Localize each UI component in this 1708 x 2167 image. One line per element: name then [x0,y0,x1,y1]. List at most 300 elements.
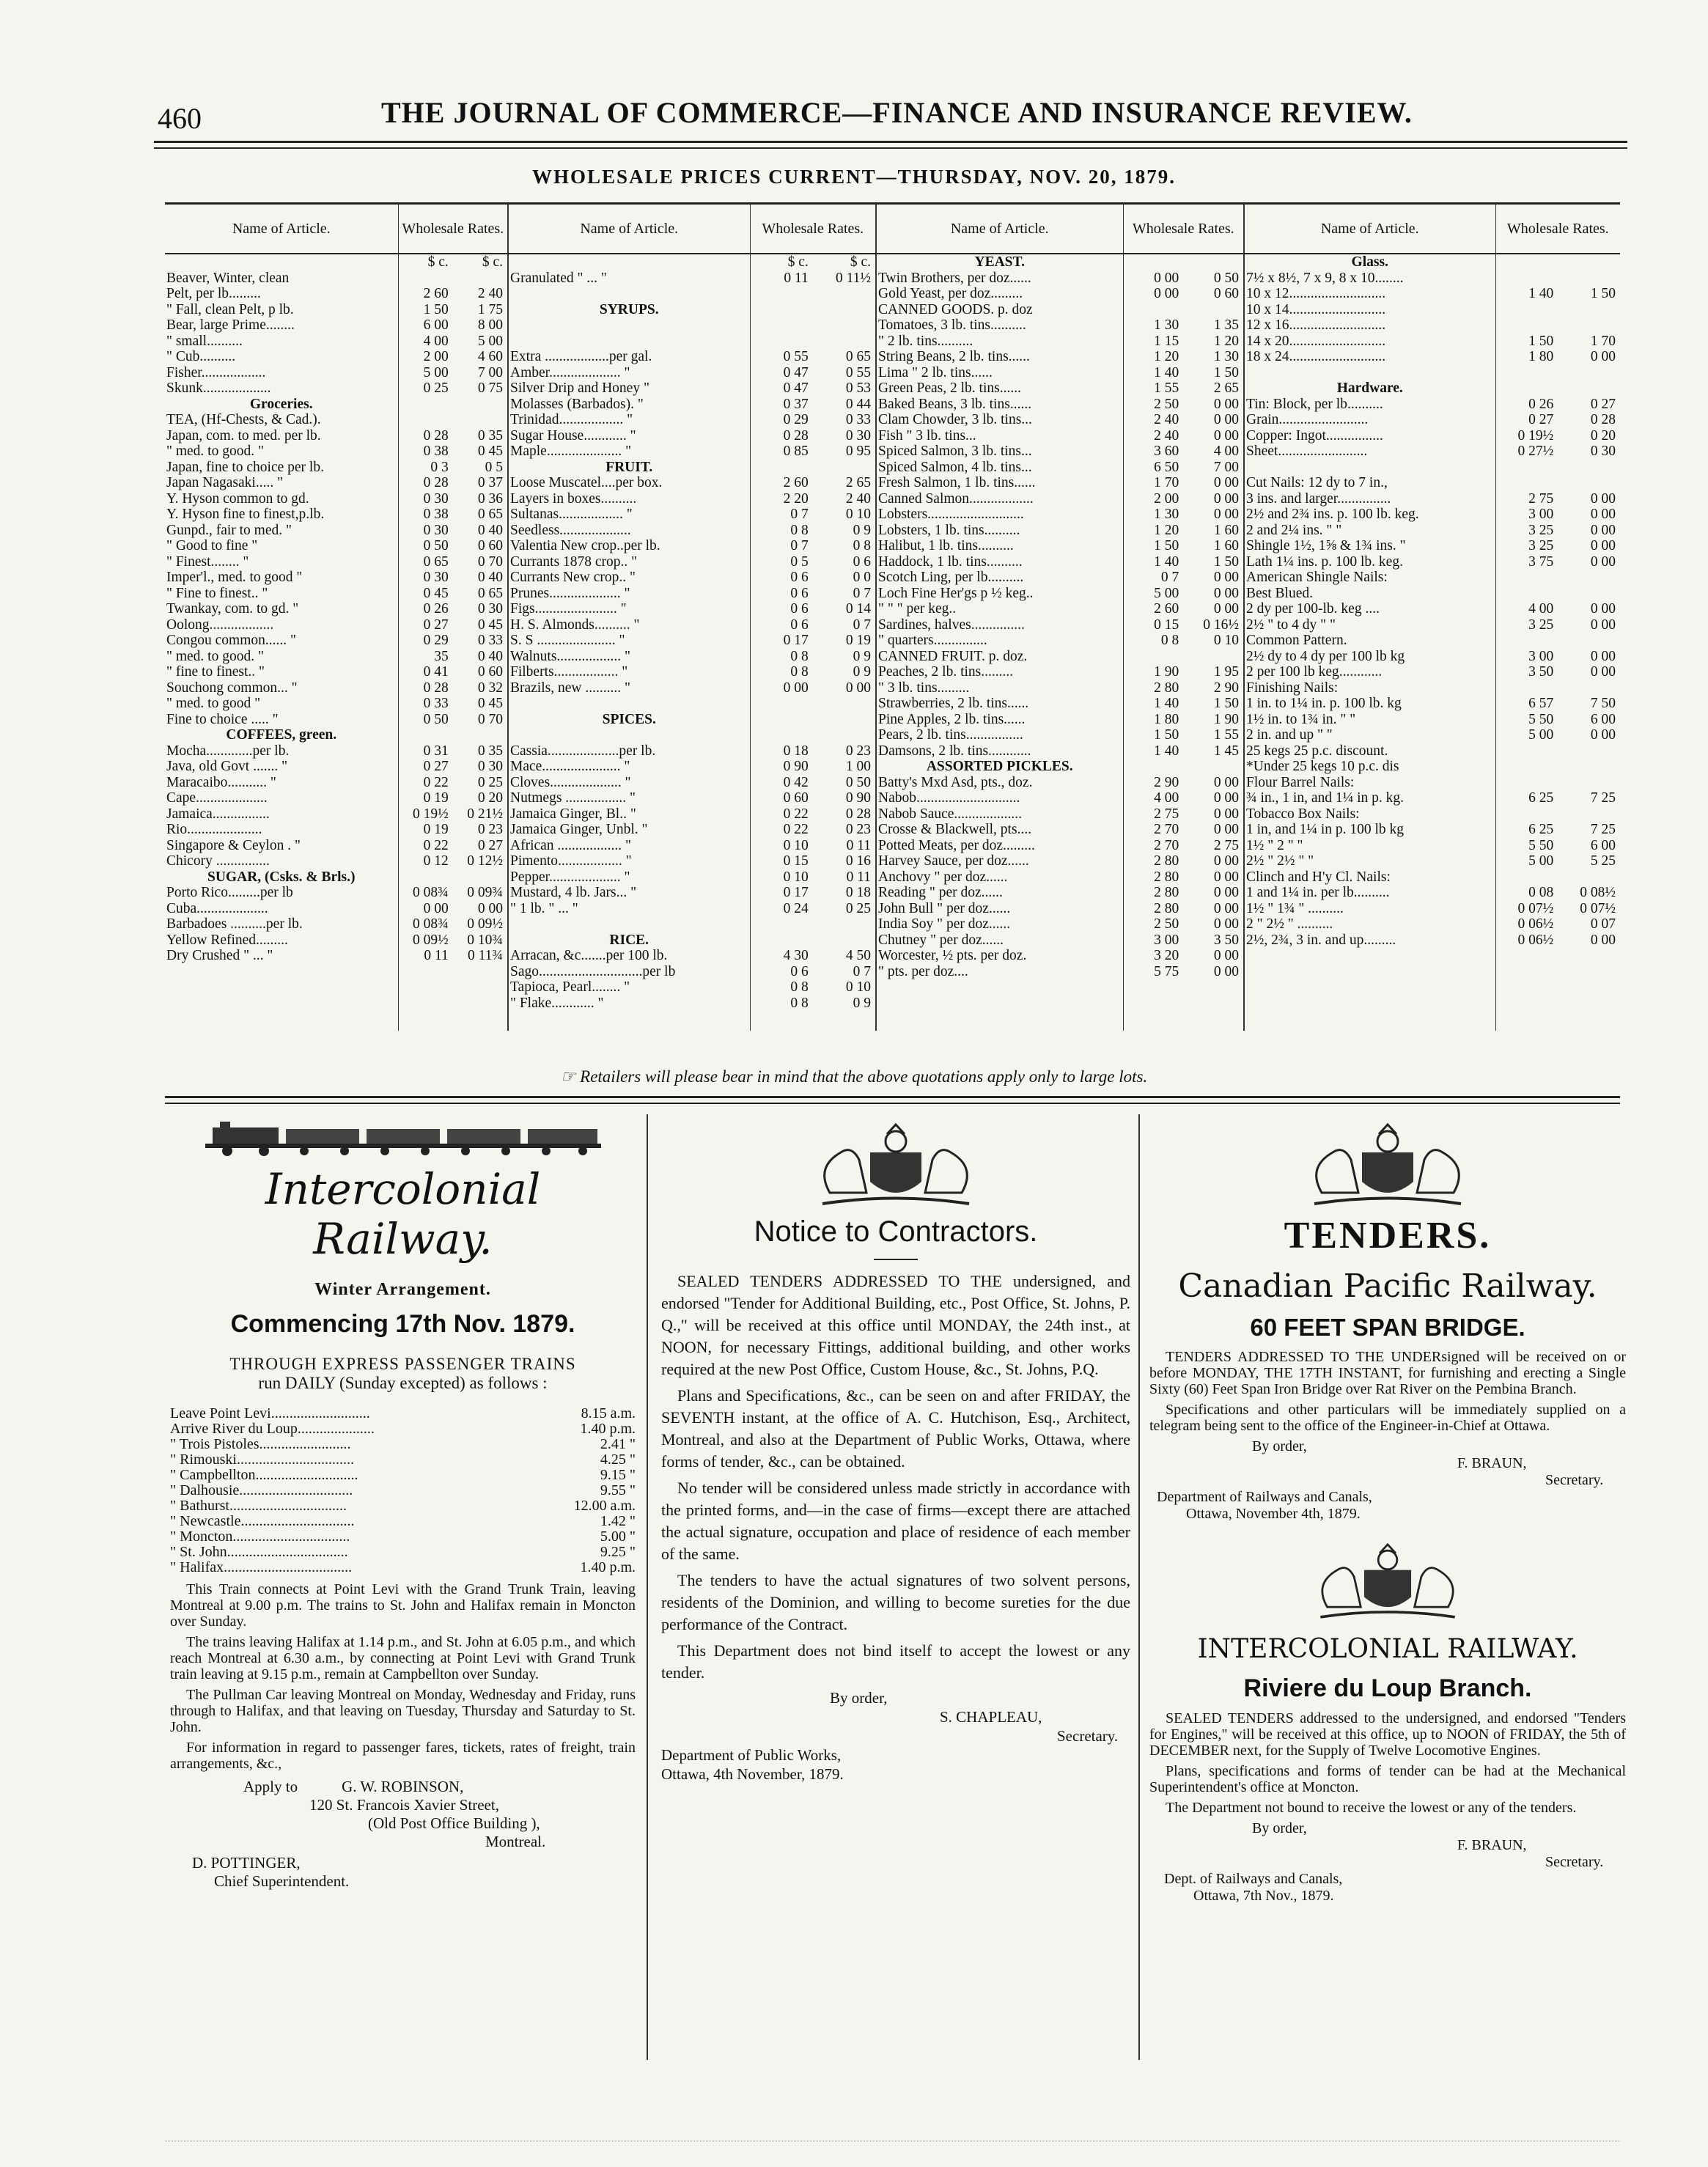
article-name: Valentia New crop..per lb. [510,538,660,553]
price-row-name [165,743,398,759]
rate-high: 0 10 [845,979,871,995]
price-row-rates [1124,822,1244,838]
rate-high: 0 8 [853,538,871,553]
rate-low: $ c. [787,254,809,270]
rate-high: 4 00 [1213,444,1239,459]
rate-high: 3 50 [1213,932,1239,948]
price-row-rates [1496,397,1621,413]
rate-low [1124,649,1184,665]
agent-name: G. W. ROBINSON, [342,1778,464,1795]
price-row-rates [1124,806,1244,823]
article-name: Porto Rico.........per lb [166,885,293,900]
rate-high [1558,743,1620,759]
rate-high: 0 00 [477,900,503,916]
price-row-rates [751,349,876,365]
rate-high: 0 65 [477,507,503,522]
price-row-rates [1496,664,1621,680]
railway-subtitle: Winter Arrangement. [314,1280,491,1299]
article-name: Clinch and H'y Cl. Nails: [1246,869,1391,885]
price-row-rates [1496,302,1621,318]
price-row-rates [1496,586,1621,602]
article-name: Singapore & Ceylon . " [166,837,301,853]
price-row-rates [1124,491,1244,507]
price-section-heading: SYRUPS. [599,301,659,317]
article-name: Clam Chowder, 3 lb. tins... [878,412,1032,427]
rate-low: 0 30 [423,522,449,538]
price-row-name [509,444,750,460]
timetable-row [170,1545,636,1560]
timetable-row [170,1437,636,1452]
departure-time: 9.25 " [600,1544,636,1560]
rate-low [751,916,813,932]
rate-high [1558,806,1620,823]
agent-address-2: (Old Post Office Building ), [368,1814,540,1832]
rate-high: 0 00 [1590,522,1616,538]
price-row-name [509,948,750,964]
rate-high: 0 25 [477,774,503,790]
price-row-rates [751,507,876,523]
rate-high: 2 40 [477,286,503,301]
apply-to-label: Apply to [243,1778,298,1795]
article-name: Loch Fine Her'gs p ½ keg.. [878,585,1034,601]
price-row-rates [751,916,876,932]
article-name: Nutmegs ................. " [510,790,636,806]
article-name: 14 x 20........................... [1246,333,1386,349]
article-name: ¾ in., 1 in, and 1¼ in p. kg. [1246,790,1405,806]
article-name: Loose Muscatel....per box. [510,475,663,490]
price-row-rates [751,475,876,491]
article-name: Worcester, ½ pts. per doz. [878,948,1027,963]
price-row-rates [751,743,876,759]
rate-low: 0 50 [423,711,449,727]
article-name: " Finest........ " [166,553,249,570]
price-row-rates [1496,412,1621,428]
price-row-name [509,885,750,901]
price-row-name [877,507,1123,523]
price-row-rates [399,570,508,586]
price-section-heading: SPICES. [602,711,656,727]
article-name: H. S. Almonds.......... " [510,617,640,633]
price-row-name [877,444,1123,460]
rate-low: 0 8 [790,522,809,538]
article-name [509,334,750,350]
rate-low: 5 75 [1154,963,1179,979]
rate-high [813,916,875,932]
price-row-rates [1496,727,1621,743]
price-row-name [165,412,398,428]
intercolonial-subtitle: Riviere du Loup Branch. [1243,1674,1532,1702]
article-name: India Soy " per doz...... [878,916,1011,932]
rate-low: 0 6 [790,617,809,633]
price-row-rates [399,948,508,964]
rate-low: 0 08 [1528,885,1554,900]
railway-commencing: Commencing 17th Nov. 1879. [230,1310,575,1338]
article-name: Seedless.................... [510,522,631,538]
rate-low: 2 60 [783,475,809,490]
rate-high: 5 00 [477,333,503,349]
article-name: Crosse & Blackwell, pts.... [878,822,1032,837]
station-name: Leave Point Levi........................... [170,1406,370,1421]
price-row-rates [399,759,508,775]
price-row-rates [399,586,508,602]
rate-high: 0 23 [845,743,871,759]
rate-low [751,696,813,712]
article-name: Sultanas.................. " [510,507,633,522]
rate-low: 0 00 [1154,270,1179,286]
price-row-name [165,901,398,917]
price-row-rates [399,712,508,728]
article-name: 1½ " 1¾ " .......... [1246,900,1344,916]
article-name: CANNED FRUIT. p. doz. [878,648,1028,664]
price-row-name [165,838,398,854]
rate-low: 0 17 [783,633,809,648]
rate-low [399,412,453,428]
article-name: Lath 1¼ ins. p. 100 lb. keg. [1246,553,1403,570]
price-row-rates [1124,601,1244,617]
rate-high: 1 70 [1590,333,1616,349]
price-row-rates [399,523,508,539]
rate-low: 0 19½ [413,806,449,822]
price-row-name [509,727,750,743]
rate-high: 0 30 [1590,444,1616,459]
rate-high: 0 28 [1590,412,1616,427]
intercolonial-p3: The Department not bound to receive the lowest or any of the tenders. [1166,1800,1577,1816]
rate-high [1558,633,1620,649]
article-name: Jamaica................ [166,806,270,822]
article-name: Prunes.................... " [510,585,630,601]
rate-low: 0 55 [783,349,809,364]
rate-low [751,317,813,334]
rate-low: 0 27 [423,759,449,774]
rate-high: 2 40 [845,490,871,507]
rate-low: 0 38 [423,507,449,522]
price-row-rates [1124,570,1244,586]
rate-high: 1 20 [1213,333,1239,349]
price-row-rates [1124,964,1244,980]
article-name: Filberts.................. " [510,664,628,680]
journal-title: THE JOURNAL OF COMMERCE—FINANCE AND INSURANCE REVIEW. [381,96,1413,129]
timetable-row [170,1514,636,1529]
rate-low: 0 26 [1528,396,1554,412]
article-name: 2 and 2¼ ins. " " [1246,522,1342,538]
rate-high: 0 9 [853,522,871,538]
rate-low: 0 8 [1160,633,1179,648]
article-name: Fisher.................. [166,364,266,380]
price-row-name [509,491,750,507]
tenders-p2: Specifications and other particulars will be immediately supplied on a telegram being sent to the office of the Engineer-in-Chief at Ottawa. [1149,1402,1626,1434]
railway-ad [170,1122,636,1891]
rate-low: 0 45 [423,585,449,601]
price-row-rates [399,822,508,838]
price-row-rates [1124,538,1244,554]
article-name: 1 and 1¼ in. per lb.......... [1246,885,1390,900]
rate-low: 0 26 [423,601,449,617]
price-row-name [509,806,750,823]
price-row-rates [1124,586,1244,602]
price-row-rates [1496,775,1621,791]
rate-low [1496,869,1558,886]
price-row-rates [1496,428,1621,444]
rate-high: 0 00 [1213,900,1239,916]
rate-high: 0 00 [1213,869,1239,885]
article-name: Brazils, new .......... " [510,680,630,696]
rate-high: 0 00 [1590,727,1616,743]
price-row-name [1245,885,1495,901]
price-row-rates [751,996,876,1012]
price-row-rates [1124,286,1244,302]
price-row-name [1245,901,1495,917]
rate-low: 0 07½ [1517,900,1554,916]
price-row-rates [1496,869,1621,886]
rate-low: 0 00 [1154,286,1179,301]
price-row-rates [399,916,508,932]
rate-low: 4 30 [783,948,809,963]
rate-high: 0 6 [853,553,871,570]
price-row-name [509,428,750,444]
rate-high: 2 90 [1213,680,1239,696]
rate-high: 0 11 [846,869,871,885]
article-name: Copper: Ingot................ [1246,427,1383,444]
price-row-rates [1124,759,1244,775]
railway-signatory: D. POTTINGER, [192,1854,301,1872]
tenders-ad [1149,1123,1626,1905]
notice-signatory: S. CHAPLEAU, [940,1708,1042,1726]
price-row-name [165,397,398,413]
article-name: Harvey Sauce, per doz...... [878,853,1029,869]
price-row-name [877,696,1123,712]
article-name: Fine to choice ..... " [166,711,279,727]
price-row-name [877,790,1123,806]
price-row-name [509,286,750,302]
article-name: Maracaibo........... " [166,774,276,790]
rate-low: 0 15 [783,853,809,869]
price-row-rates [751,365,876,381]
agent-address-3: Montreal. [485,1833,546,1850]
article-name: Nabob............................. [878,790,1020,806]
article-name: Gunpd., fair to med. " [166,522,292,538]
price-section-heading: SUGAR, (Csks. & Brls.) [207,869,356,885]
price-row-name [1245,334,1495,350]
article-name: Grain......................... [1246,412,1369,427]
rate-low: 1 30 [1154,317,1179,333]
rate-low: 5 00 [1154,585,1179,601]
article-name: Dry Crushed " ... " [166,948,273,963]
price-row-name [877,554,1123,570]
price-row-name [877,538,1123,554]
rate-high: 0 28 [845,806,871,822]
price-row-rates [751,617,876,633]
price-row-rates [399,649,508,665]
price-row-rates [1496,507,1621,523]
rate-high: 0 27 [477,837,503,853]
price-row-rates [1124,271,1244,287]
rate-low: 0 17 [783,885,809,900]
rate-high: 0 18 [845,885,871,900]
price-row-name [509,838,750,854]
price-row-name [877,822,1123,838]
price-row-rates [1496,712,1621,728]
price-row-name [877,428,1123,444]
timetable-row [170,1560,636,1575]
rate-low: 0 5 [790,553,809,570]
rate-high: 0 9 [853,648,871,664]
article-name: Cut Nails: 12 dy to 7 in., [1246,475,1388,490]
price-row-name [509,586,750,602]
price-row-rates [1496,601,1621,617]
price-rates-col-1 [398,254,508,1031]
rate-high: 0 09¾ [467,885,503,900]
price-row-name [165,885,398,901]
departure-time: 9.15 " [600,1467,636,1483]
price-row-name [165,727,398,743]
price-row-rates [751,412,876,428]
rate-high: 0 9 [853,995,871,1011]
article-name: Damsons, 2 lb. tins............ [878,743,1031,759]
rate-high: 1 50 [1213,364,1239,380]
rate-low: 5 50 [1528,711,1554,727]
timetable-row [170,1421,636,1437]
rate-low: 0 41 [423,664,449,680]
section-rule [165,1096,1620,1104]
rate-high: 1 50 [1590,286,1616,301]
price-row-name [509,397,750,413]
price-row-rates [399,869,508,886]
price-row-name [509,554,750,570]
price-row-rates [399,491,508,507]
article-name: 18 x 24........................... [1246,349,1386,364]
tenders-subtitle: Canadian Pacific Railway. [1178,1268,1597,1305]
price-row-name [165,570,398,586]
rate-low [399,271,453,287]
price-row-name [1245,601,1495,617]
price-row-rates [399,460,508,476]
rate-high: $ c. [850,254,871,270]
timetable-row [170,1483,636,1498]
rate-high: 0 07 [1590,916,1616,932]
price-row-rates [1496,349,1621,365]
rate-high [1558,759,1620,775]
rate-low: 0 3 [430,459,449,475]
price-row-rates [399,775,508,791]
price-row-rates [1496,916,1621,932]
price-row-rates [1496,932,1621,949]
notice-p5: This Department does not bind itself to accept the lowest or any tender. [661,1641,1130,1682]
article-name: Mustard, 4 lb. Jars... " [510,885,637,900]
price-row-rates [751,964,876,980]
notice-dept-1: Department of Public Works, [661,1746,842,1764]
price-row-name [877,806,1123,823]
price-row-rates [751,601,876,617]
price-row-rates [751,948,876,964]
price-row-name [509,743,750,759]
departure-time: 1.40 p.m. [580,1559,636,1575]
article-name: Oolong.................. [166,617,274,633]
price-row-rates [399,696,508,712]
rate-high: 0 35 [477,743,503,759]
price-row-name [509,523,750,539]
price-row-rates [1124,317,1244,334]
price-row-rates [1496,491,1621,507]
rate-high: 0 44 [845,396,871,412]
article-name: Currants New crop.. " [510,570,636,585]
price-row-name [509,979,750,996]
price-row-rates [751,428,876,444]
station-name: " Trois Pistoles......................... [170,1437,351,1452]
price-row-name [1245,302,1495,318]
rate-high: 0 16½ [1203,617,1239,633]
price-row-name [877,302,1123,318]
article-name: 2 " 2½ " .......... [1246,916,1333,932]
rate-high: 0 00 [1213,790,1239,806]
rate-low: 0 38 [423,444,449,459]
price-row-name [877,838,1123,854]
station-name: " Campbellton............................ [170,1468,358,1483]
article-name: Strawberries, 2 lb. tins...... [878,696,1029,711]
price-row-rates [1496,286,1621,302]
article-name: John Bull " per doz...... [878,900,1011,916]
tenders-dept-2: Ottawa, November 4th, 1879. [1186,1506,1361,1522]
price-row-name [165,538,398,554]
rate-low [1496,806,1558,823]
price-row-name [877,743,1123,759]
article-name: Skunk................... [166,380,271,396]
price-section-heading: ASSORTED PICKLES. [926,759,1073,774]
price-row-rates [1496,633,1621,649]
price-row-rates [399,680,508,696]
rate-high: 0 07½ [1580,900,1616,916]
price-row-name [1245,554,1495,570]
price-row-name [877,916,1123,932]
price-row-name [165,649,398,665]
rate-low: 2 80 [1154,853,1179,869]
intercolonial-dept-1: Dept. of Railways and Canals, [1164,1871,1343,1887]
article-name: " pts. per doz.... [878,963,968,979]
rate-high: 0 00 [1590,617,1616,633]
price-row-rates [751,649,876,665]
rate-high: 0 11½ [835,270,871,286]
price-row-rates [1124,349,1244,365]
notice-dash [874,1259,918,1260]
rate-low: 0 30 [423,570,449,585]
article-name: *Under 25 kegs 10 p.c. dis [1246,759,1399,774]
article-name: Finishing Nails: [1246,680,1339,696]
article-name: " Fine to finest.. " [166,585,268,601]
price-row-name [877,617,1123,633]
price-row-rates [1496,475,1621,491]
price-row-name [165,460,398,476]
rate-high: 0 00 [1590,601,1616,617]
rate-low: 3 60 [1154,444,1179,459]
rate-high: 0 00 [1590,553,1616,570]
price-row-rates [751,334,876,350]
rate-low: 1 20 [1154,349,1179,364]
price-row-rates [1496,554,1621,570]
rate-low: 2 70 [1154,822,1179,837]
price-row-name [877,885,1123,901]
price-row-name [1245,412,1495,428]
price-row-name [509,916,750,932]
rate-low: 2 50 [1154,396,1179,412]
price-row-rates [399,617,508,633]
rate-low [1496,680,1558,696]
rate-high: 0 08½ [1580,885,1616,900]
rate-low [1496,570,1558,586]
price-section-heading: Groceries. [249,396,313,412]
col-header-rate-1: Wholesale Rates. [398,204,508,254]
rate-low: 2 80 [1154,885,1179,900]
price-row-rates [751,444,876,460]
article-name: 2½ " 2½ " " [1246,853,1314,869]
